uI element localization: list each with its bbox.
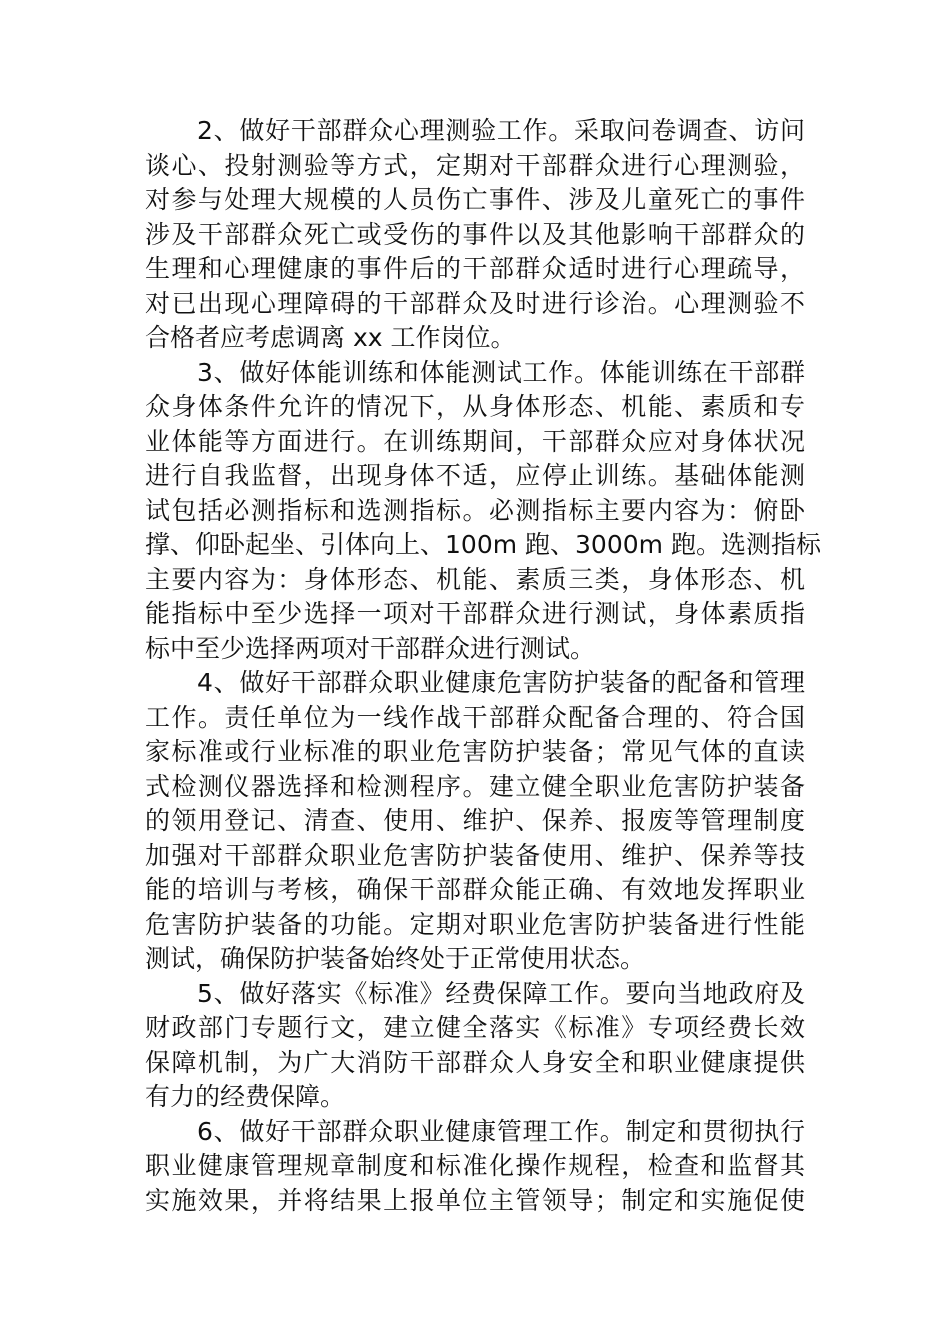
text-line: 合格者应考虑调离 xx 工作岗位。 xyxy=(145,323,516,352)
text-line: 众身体条件允许的情况下，从身体形态、机能、素质和专 xyxy=(145,392,805,421)
document-body xyxy=(145,114,821,1218)
text-line: 危害防护装备的功能。定期对职业危害防护装备进行性能 xyxy=(145,909,805,939)
text-line: 4、做好干部群众职业健康危害防护装备的配备和管理 xyxy=(197,668,805,697)
text-line: 实施效果，并将结果上报单位主管领导；制定和实施促使 xyxy=(145,1185,805,1215)
text-line: 主要内容为：身体形态、机能、素质三类，身体形态、机 xyxy=(145,564,805,594)
paragraph-3 xyxy=(145,666,805,977)
text-line: 能指标中至少选择一项对干部群众进行测试，身体素质指 xyxy=(145,599,805,628)
text-line: 职业健康管理规章制度和标准化操作规程，检查和监督其 xyxy=(145,1151,805,1180)
paragraph-2 xyxy=(145,356,821,667)
text-line: 对已出现心理障碍的干部群众及时进行诊治。心理测验不 xyxy=(145,288,805,318)
text-line: 能的培训与考核，确保干部群众能正确、有效地发挥职业 xyxy=(145,875,805,904)
text-line: 进行自我监督，出现身体不适，应停止训练。基础体能测 xyxy=(145,461,805,490)
text-line: 撑、仰卧起坐、引体向上、100m 跑、3000m 跑。选测指标 xyxy=(145,530,821,559)
paragraph-1 xyxy=(145,114,805,356)
text-line: 谈心、投射测验等方式，定期对干部群众进行心理测验， xyxy=(145,150,805,180)
text-line: 2、做好干部群众心理测验工作。采取问卷调查、访问 xyxy=(197,116,805,145)
paragraph-4 xyxy=(145,977,805,1115)
text-line: 有力的经费保障。 xyxy=(145,1082,346,1111)
text-line: 家标准或行业标准的职业危害防护装备；常见气体的直读 xyxy=(145,737,805,766)
text-line: 对参与处理大规模的人员伤亡事件、涉及儿童死亡的事件 xyxy=(145,185,805,214)
text-line: 财政部门专题行文，建立健全落实《标准》专项经费长效 xyxy=(145,1013,805,1042)
text-line: 标中至少选择两项对干部群众进行测试。 xyxy=(145,633,596,663)
text-line: 生理和心理健康的事件后的干部群众适时进行心理疏导， xyxy=(145,254,805,283)
text-line: 试包括必测指标和选测指标。必测指标主要内容为：俯卧 xyxy=(145,495,805,525)
paragraph-5 xyxy=(145,1115,805,1219)
text-line: 5、做好落实《标准》经费保障工作。要向当地政府及 xyxy=(197,978,805,1008)
text-line: 业体能等方面进行。在训练期间，干部群众应对身体状况 xyxy=(145,426,805,456)
text-line: 的领用登记、清查、使用、维护、保养、报废等管理制度 xyxy=(145,806,805,835)
text-line: 工作。责任单位为一线作战干部群众配备合理的、符合国 xyxy=(145,702,805,732)
text-line: 测试，确保防护装备始终处于正常使用状态。 xyxy=(145,944,646,973)
text-line: 式检测仪器选择和检测程序。建立健全职业危害防护装备 xyxy=(145,771,805,801)
text-line: 加强对干部群众职业危害防护装备使用、维护、保养等技 xyxy=(145,840,805,870)
text-line: 涉及干部群众死亡或受伤的事件以及其他影响干部群众的 xyxy=(145,219,805,249)
text-line: 保障机制，为广大消防干部群众人身安全和职业健康提供 xyxy=(145,1047,805,1077)
text-line: 3、做好体能训练和体能测试工作。体能训练在干部群 xyxy=(197,357,805,387)
text-line: 6、做好干部群众职业健康管理工作。制定和贯彻执行 xyxy=(197,1116,805,1146)
